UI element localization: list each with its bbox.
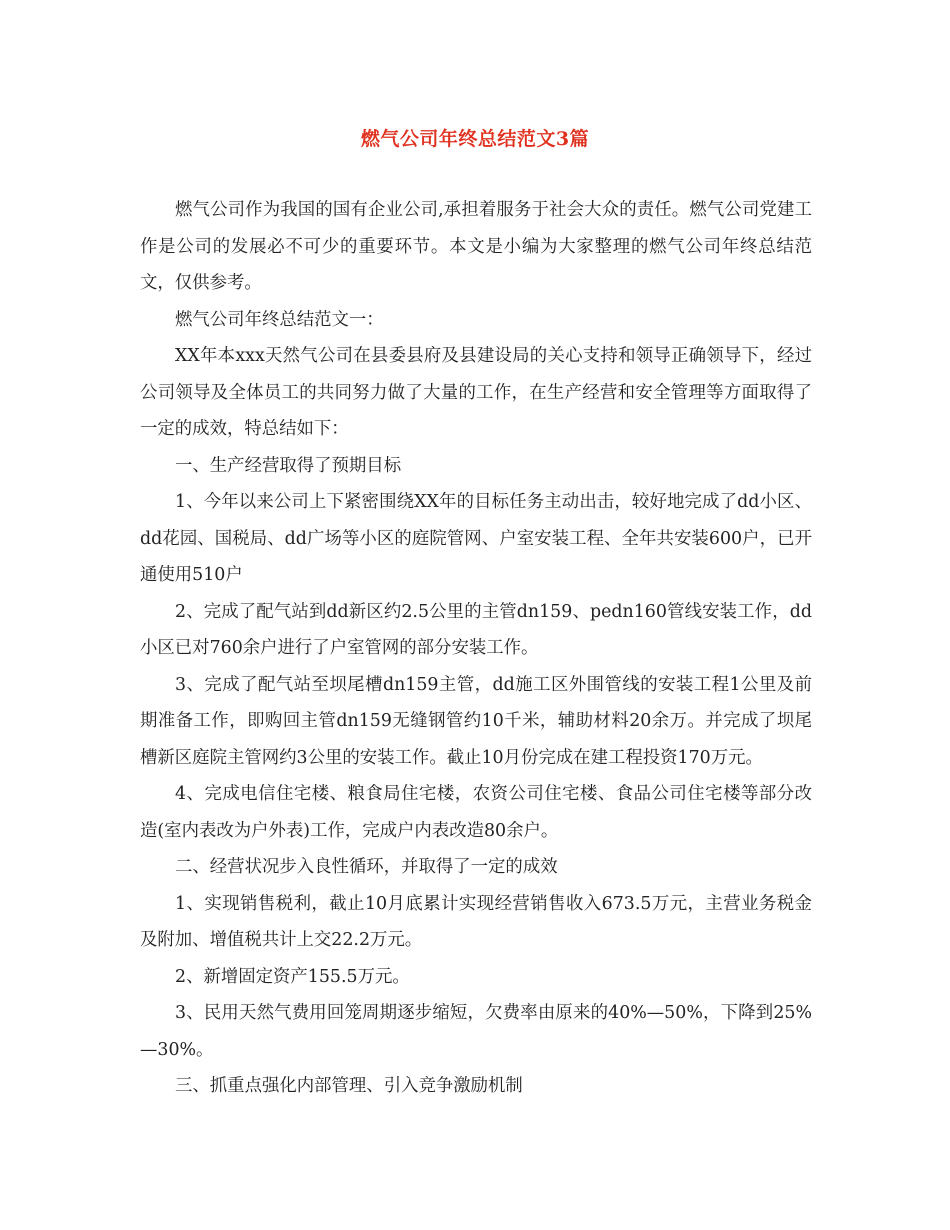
paragraph: 1、实现销售税利，截止10月底累计实现经营销售收入673.5万元，主营业务税金及附加、增值税共计上交22.2万元。 xyxy=(140,893,812,950)
paragraph: 2、完成了配气站到dd新区约2.5公里的主管dn159、pedn160管线安装工作，dd小区已对760余户进行了户室管网的部分安装工作。 xyxy=(140,601,812,658)
section-heading: 二、经营状况步入良性循环，并取得了一定的成效 xyxy=(175,857,558,877)
paragraph: 2、新增固定资产155.5万元。 xyxy=(175,966,410,987)
section-heading: 一、生产经营取得了预期目标 xyxy=(175,455,402,476)
paragraph: 4、完成电信住宅楼、粮食局住宅楼，农资公司住宅楼、食品公司住宅楼等部分改造(室内表改为户外表)工作，完成户内表改造80余户。 xyxy=(140,784,812,841)
paragraph: 燃气公司作为我国的国有企业公司,承担着服务于社会大众的责任。燃气公司党建工作是公司的发展必不可少的重要环节。本文是小编为大家整理的燃气公司年终总结范文，仅供参考。 xyxy=(140,200,812,293)
document-title: 燃气公司年终总结范文3篇 xyxy=(360,128,590,150)
paragraph: 3、完成了配气站至坝尾槽dn159主管，dd施工区外围管线的安装工程1公里及前期准备工作，即购回主管dn159无缝钢管约10千米，辅助材料20余万。并完成了坝尾槽新区庭院主管网约3公里的安装工作。截止10月份完成在建工程投资170万元。 xyxy=(140,674,812,768)
section-heading: 三、抓重点强化内部管理、引入竞争激励机制 xyxy=(175,1076,523,1096)
paragraph: 3、民用天然气费用回笼周期逐步缩短，欠费率由原来的40%—50%，下降到25%—30%。 xyxy=(140,1003,812,1060)
paragraph: XX年本xxx天然气公司在县委县府及县建设局的关心支持和领导正确领导下，经过公司领导及全体员工的共同努力做了大量的工作，在生产经营和安全管理等方面取得了一定的成效，特总结如下： xyxy=(140,346,812,439)
paragraph: 燃气公司年终总结范文一： xyxy=(175,309,384,330)
document-body xyxy=(140,192,812,1105)
paragraph: 1、今年以来公司上下紧密围绕XX年的目标任务主动出击，较好地完成了dd小区、dd花园、国税局、dd广场等小区的庭院管网、户室安装工程、全年共安装600户，已开通使用510户 xyxy=(140,492,812,585)
